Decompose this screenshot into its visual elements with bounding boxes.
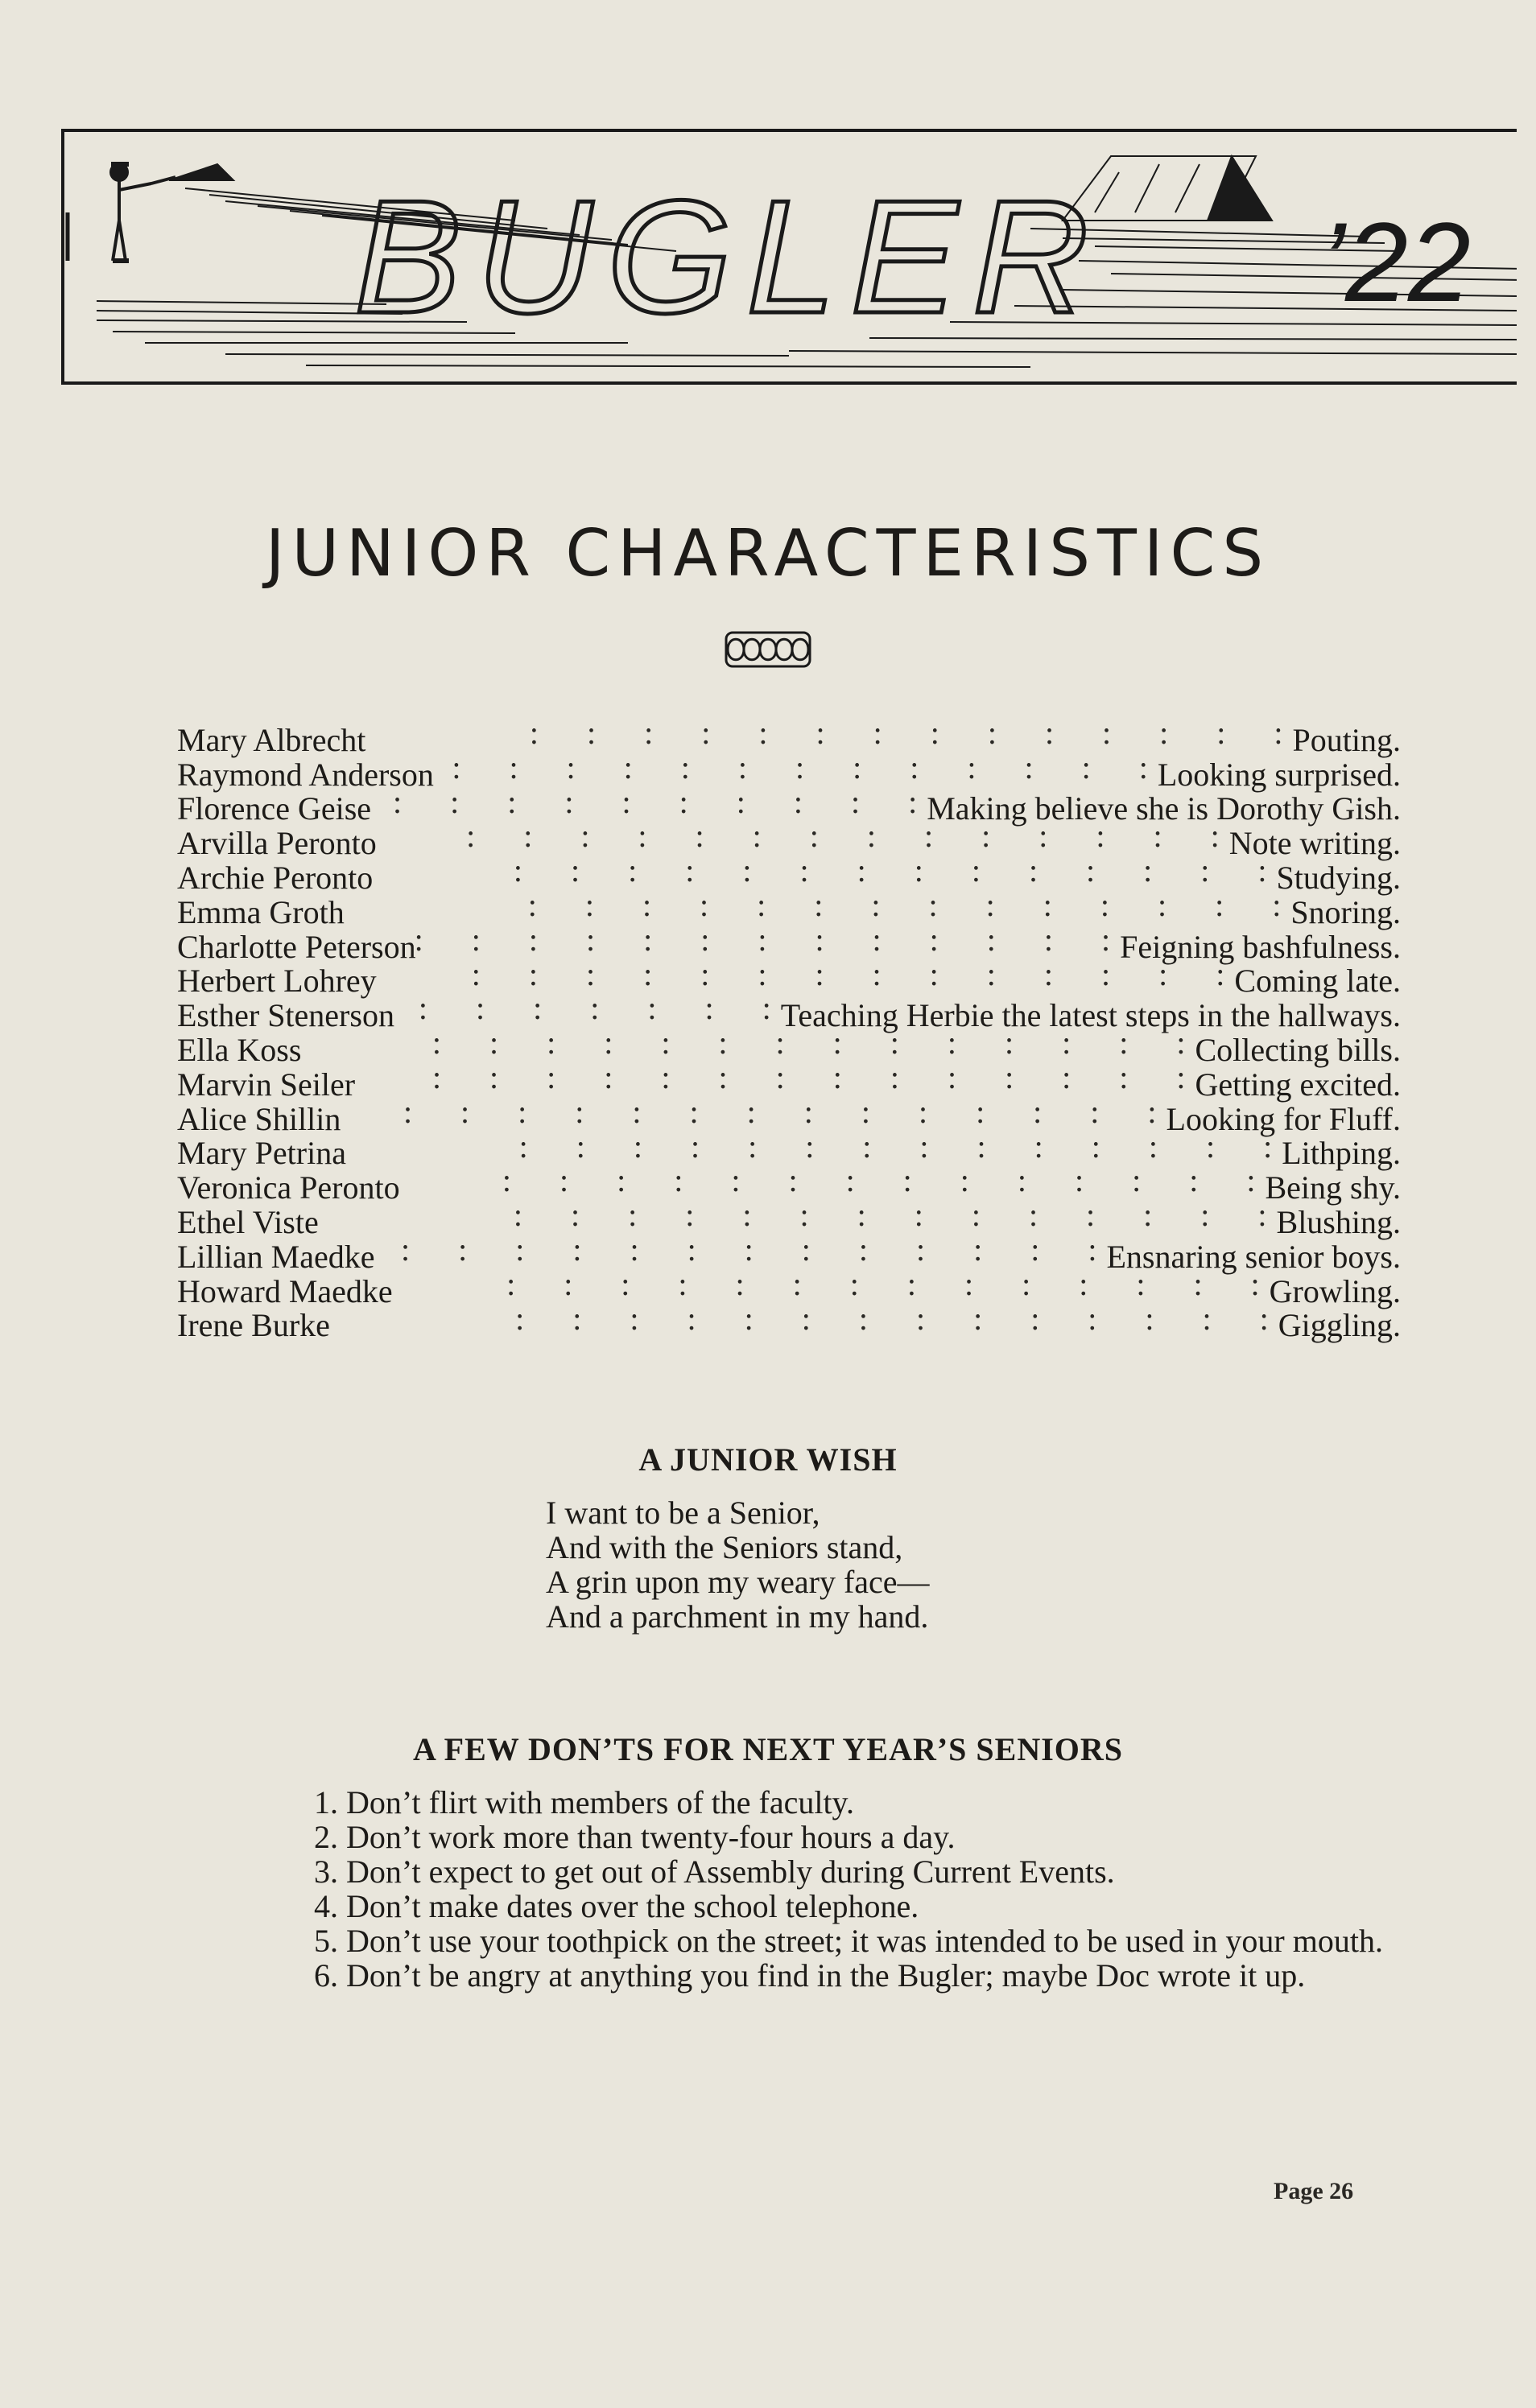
- student-trait: Making believe she is Dorothy Gish.: [927, 790, 1401, 827]
- student-name: Ella Koss: [177, 1031, 302, 1068]
- student-name: Raymond Anderson: [177, 756, 434, 793]
- dot-leader: [400, 1164, 1266, 1198]
- characteristic-row: [177, 819, 1401, 862]
- characteristic-row: [177, 751, 1401, 793]
- dont-number: 4.: [314, 1888, 338, 1924]
- student-name: Florence Geise: [177, 790, 372, 827]
- dot-leader: [319, 1198, 1277, 1233]
- dot-leader: [371, 785, 927, 820]
- dot-leader: [374, 1233, 1106, 1268]
- characteristic-row: [177, 1268, 1401, 1309]
- characteristic-row: [177, 992, 1401, 1034]
- poem-line: I want to be a Senior,: [546, 1495, 820, 1531]
- dot-leader: [355, 1061, 1195, 1095]
- student-trait: Collecting bills.: [1195, 1031, 1401, 1068]
- dont-item: [287, 1820, 1401, 1854]
- student-name: Marvin Seiler: [177, 1066, 356, 1103]
- dont-text: Don’t be angry at anything you find in the Bugler; maybe Doc wrote it up.: [346, 1957, 1306, 1994]
- poem-line: And with the Seniors stand,: [546, 1529, 903, 1565]
- student-name: Veronica Peronto: [177, 1169, 400, 1206]
- student-trait: Studying.: [1276, 859, 1401, 896]
- characteristic-row: [177, 923, 1401, 965]
- dot-leader: [393, 1268, 1270, 1302]
- student-trait: Getting excited.: [1195, 1066, 1401, 1103]
- dont-text: Don’t make dates over the school telephone.: [346, 1888, 919, 1924]
- characteristic-row: [177, 716, 1401, 758]
- dont-text: Don’t work more than twenty-four hours a day.: [346, 1819, 956, 1855]
- banner-year: ’22: [1320, 199, 1471, 325]
- poem-line: And a parchment in my hand.: [546, 1598, 929, 1635]
- dont-text: Don’t expect to get out of Assembly during Current Events.: [346, 1853, 1115, 1890]
- donts-title: A FEW DON’TS FOR NEXT YEAR’S SENIORS: [412, 1731, 1124, 1767]
- dot-leader: [377, 819, 1229, 854]
- student-trait: Note writing.: [1228, 825, 1401, 862]
- dont-item: [287, 1958, 1401, 1993]
- donts-list: [287, 1785, 1401, 1993]
- characteristic-row: [177, 785, 1401, 827]
- characteristic-row: [177, 1302, 1401, 1344]
- dont-number: 3.: [314, 1853, 338, 1890]
- characteristic-row: [177, 1061, 1401, 1103]
- dont-number: 1.: [314, 1784, 338, 1820]
- characteristic-row: [177, 1233, 1401, 1275]
- student-trait: Being shy.: [1265, 1169, 1401, 1206]
- student-name: Herbert Lohrey: [177, 963, 377, 1000]
- dont-text: Don’t use your toothpick on the street; it was intended to be used in your mouth.: [346, 1923, 1383, 1959]
- dot-leader: [345, 889, 1291, 923]
- dot-leader: [341, 1095, 1166, 1130]
- dot-leader: [301, 1026, 1195, 1061]
- characteristic-row: [177, 1198, 1401, 1240]
- page-title: JUNIOR CHARACTERISTICS: [265, 516, 1271, 591]
- dont-number: 2.: [314, 1819, 338, 1855]
- student-name: Ethel Viste: [177, 1203, 319, 1240]
- dot-leader: [434, 751, 1158, 785]
- student-name: Esther Stenerson: [177, 997, 394, 1034]
- characteristic-row: [177, 958, 1401, 1000]
- dot-leader: [394, 992, 781, 1026]
- student-name: Mary Albrecht: [177, 721, 366, 758]
- ornament-icon: [725, 629, 811, 670]
- wish-title: A JUNIOR WISH: [638, 1441, 898, 1478]
- student-trait: Feigning bashfulness.: [1120, 928, 1401, 965]
- page-number: Page 26: [1274, 2178, 1354, 2204]
- poem-line: A grin upon my weary face—: [546, 1564, 930, 1600]
- dont-number: 6.: [314, 1957, 338, 1994]
- dont-text: Don’t flirt with members of the faculty.: [346, 1784, 854, 1820]
- dot-leader: [373, 854, 1276, 889]
- student-name: Mary Petrina: [177, 1135, 346, 1172]
- student-trait: Snoring.: [1290, 893, 1401, 930]
- student-trait: Giggling.: [1278, 1307, 1401, 1344]
- bugler-figure-icon: [68, 164, 175, 261]
- dont-item: [287, 1785, 1401, 1820]
- dot-leader: [365, 716, 1292, 751]
- student-trait: Blushing.: [1276, 1203, 1401, 1240]
- student-name: Arvilla Peronto: [177, 825, 377, 862]
- dot-leader: [346, 1130, 1282, 1165]
- dont-item: [287, 1854, 1401, 1889]
- dot-leader: [416, 923, 1121, 958]
- bugler-banner: [61, 129, 1517, 385]
- wish-poem: [546, 1495, 930, 1634]
- student-trait: Looking surprised.: [1157, 756, 1401, 793]
- dont-number: 5.: [314, 1923, 338, 1959]
- student-trait: Looking for Fluff.: [1166, 1100, 1401, 1137]
- student-name: Emma Groth: [177, 893, 345, 930]
- student-trait: Growling.: [1269, 1272, 1401, 1309]
- characteristic-row: [177, 854, 1401, 896]
- student-name: Howard Maedke: [177, 1272, 393, 1309]
- dot-leader: [330, 1302, 1278, 1337]
- student-trait: Teaching Herbie the latest steps in the hallways.: [780, 997, 1401, 1034]
- student-trait: Coming late.: [1234, 963, 1401, 1000]
- dont-item: [287, 1889, 1401, 1924]
- characteristic-row: [177, 1095, 1401, 1137]
- student-name: Alice Shillin: [177, 1100, 341, 1137]
- characteristic-row: [177, 1130, 1401, 1172]
- student-trait: Pouting.: [1292, 721, 1401, 758]
- dont-item: [287, 1924, 1401, 1958]
- student-trait: Ensnaring senior boys.: [1106, 1238, 1401, 1275]
- characteristic-row: [177, 889, 1401, 930]
- student-name: Charlotte Peterson: [177, 928, 416, 965]
- student-name: Lillian Maedke: [177, 1238, 375, 1275]
- dot-leader: [377, 958, 1235, 992]
- banner-title: BUGLER: [354, 167, 1104, 347]
- student-trait: Lithping.: [1282, 1135, 1401, 1172]
- student-name: Archie Peronto: [177, 859, 374, 896]
- characteristic-row: [177, 1026, 1401, 1068]
- characteristic-row: [177, 1164, 1401, 1206]
- characteristics-list: [177, 716, 1401, 1344]
- student-name: Irene Burke: [177, 1307, 330, 1344]
